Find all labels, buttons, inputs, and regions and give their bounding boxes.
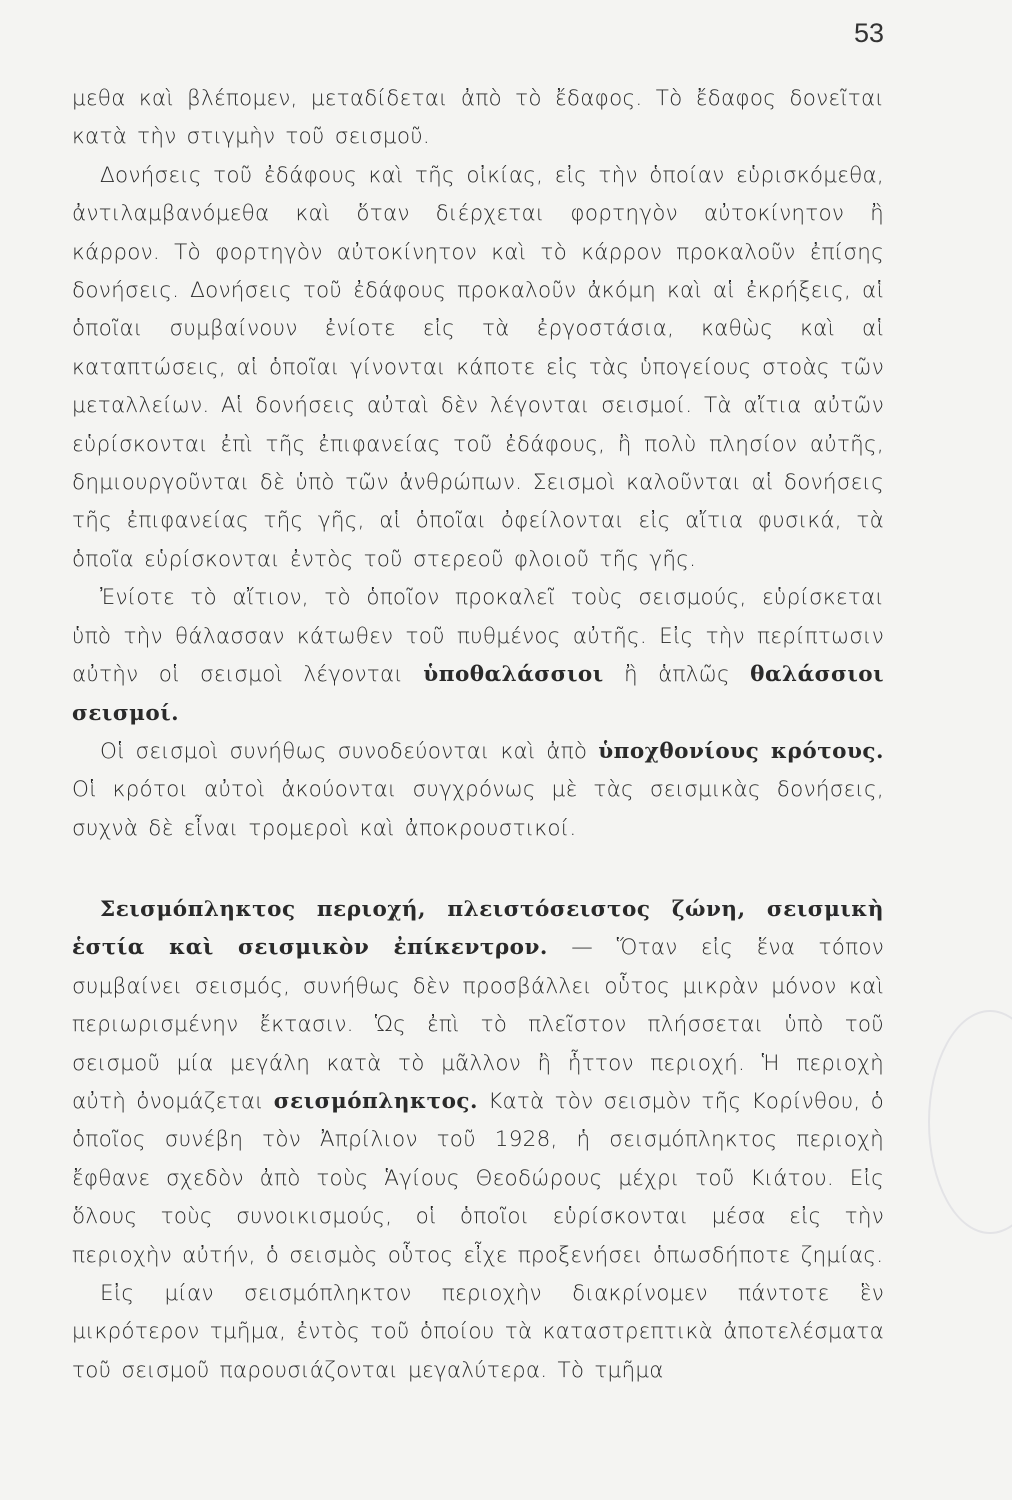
paragraph-text: μεθα καὶ βλέπομεν, μεταδίδεται ἀπὸ τὸ ἔδαφος. Τὸ ἔδαφος δονεῖται κατὰ τὴν στιγμὴν τοῦ σεισμοῦ. [72,86,884,150]
section-paragraph [72,891,884,1275]
paragraph-text: Οἱ κρότοι αὐτοὶ ἀκούονται συγχρόνως μὲ τὰς σεισμικὰς δονήσεις, συχνὰ δὲ εἶναι τρομεροὶ καὶ ἀποκρουστικοί. [72,777,884,841]
paragraph-text: Κατὰ τὸν σεισμὸν τῆς Κορίνθου, ὁ ὁποῖος συνέβη τὸν Ἀπρίλιον τοῦ 1928, ἡ σεισμόπληκτος περιοχὴ ἔφθανε σχεδὸν ἀπὸ τοὺς Ἁγίους Θεοδώρους μέχρι τοῦ Κιάτου. Εἰς ὅλους τοὺς συνοικισμούς, οἱ ὁποῖοι εὑρίσκονται μέσα εἰς τὴν περιοχὴν αὐτήν, ὁ σεισμὸς οὗτος εἶχε προξενήσει ὁπωσδήποτε ζημίας. [72,1089,884,1268]
paragraph [72,80,884,157]
paragraph-text: Εἰς μίαν σεισμόπληκτον περιοχὴν διακρίνομεν πάντοτε ἓν μικρότερον τμῆμα, ἐντὸς τοῦ ὁποίου τὰ καταστρεπτικὰ ἀποτελέσματα τοῦ σεισμοῦ παρουσιάζονται μεγαλύτερα. Τὸ τμῆμα [72,1281,884,1383]
paragraph [72,733,884,848]
text-column-section [72,891,884,1390]
paragraph [72,1275,884,1390]
paragraph-text: Οἱ σεισμοὶ συνήθως συνοδεύονται καὶ ἀπὸ [100,738,599,764]
bold-term: θαλάσσιοι σεισμοί. [72,662,884,726]
paragraph [72,579,884,733]
page-number: 53 [853,18,884,48]
faint-stamp [928,1010,1012,1234]
paragraph-text: Ἐνίοτε τὸ αἴτιον, τὸ ὁποῖον προκαλεῖ τοὺς σεισμούς, εὑρίσκεται ὑπὸ τὴν θάλασσαν κάτωθεν τοῦ πυθμένος αὐτῆς. Εἰς τὴν περίπτωσιν αὐτὴν οἱ σεισμοὶ λέγονται [72,585,884,688]
paragraph [72,157,884,579]
paragraph-text: ἢ ἁπλῶς [603,662,751,688]
text-column [72,80,884,848]
bold-term: σεισμόπληκτος. [273,1089,478,1115]
paragraph-text: Δονήσεις τοῦ ἐδάφους καὶ τῆς οἰκίας, εἰς τὴν ὁποίαν εὑρισκόμεθα, ἀντιλαμβανόμεθα καὶ ὅταν διέρχεται φορτηγὸν αὐτοκίνητον ἢ κάρρον. Τὸ φορτηγὸν αὐτοκίνητον καὶ τὸ κάρρον προκαλοῦν ἐπίσης δονήσεις. Δονήσεις τοῦ ἐδάφους προκαλοῦν ἀκόμη καὶ αἱ ἐκρήξεις, αἱ ὁποῖαι συμβαίνουν ἐνίοτε εἰς τὰ ἐργοστάσια, καθὼς καὶ αἱ καταπτώσεις, αἱ ὁποῖαι γίνονται κάποτε εἰς τὰς ὑπογείους στοὰς τῶν μεταλλείων. Αἱ δονήσεις αὐταὶ δὲν λέγονται σεισμοί. Τὰ αἴτια αὐτῶν εὑρίσκονται ἐπὶ τῆς ἐπιφανείας τοῦ ἐδάφους, ἢ πολὺ πλησίον αὐτῆς, δημιουργοῦνται δὲ ὑπὸ τῶν ἀνθρώπων. Σεισμοὶ καλοῦνται αἱ δονήσεις τῆς ἐπιφανείας τῆς γῆς, αἱ ὁποῖαι ὀφείλονται εἰς αἴτια φυσικά, τὰ ὁποῖα εὑρίσκονται ἐντὸς τοῦ στερεοῦ φλοιοῦ τῆς γῆς. [72,162,884,572]
bold-term: ὑποχθονίους κρότους. [598,738,884,764]
bold-term: ὑποθαλάσσιοι [423,662,604,688]
paragraph-text: — Ὅταν εἰς ἕνα τόπον συμβαίνει σεισμός, συνήθως δὲν προσβάλλει οὗτος μικρὰν μόνον καὶ περιωρισμένην ἔκτασιν. Ὡς ἐπὶ τὸ πλεῖστον πλήσσεται ὑπὸ τοῦ σεισμοῦ μία μεγάλη κατὰ τὸ μᾶλλον ἢ ἧττον περιοχή. Ἡ περιοχὴ αὐτὴ ὀνομάζεται [72,935,884,1115]
section-heading: Σεισμόπληκτος περιοχή, πλειστόσειστος ζώνη, σεισμικὴ ἑστία καὶ σεισμικὸν ἐπίκεντρον. [72,897,884,961]
